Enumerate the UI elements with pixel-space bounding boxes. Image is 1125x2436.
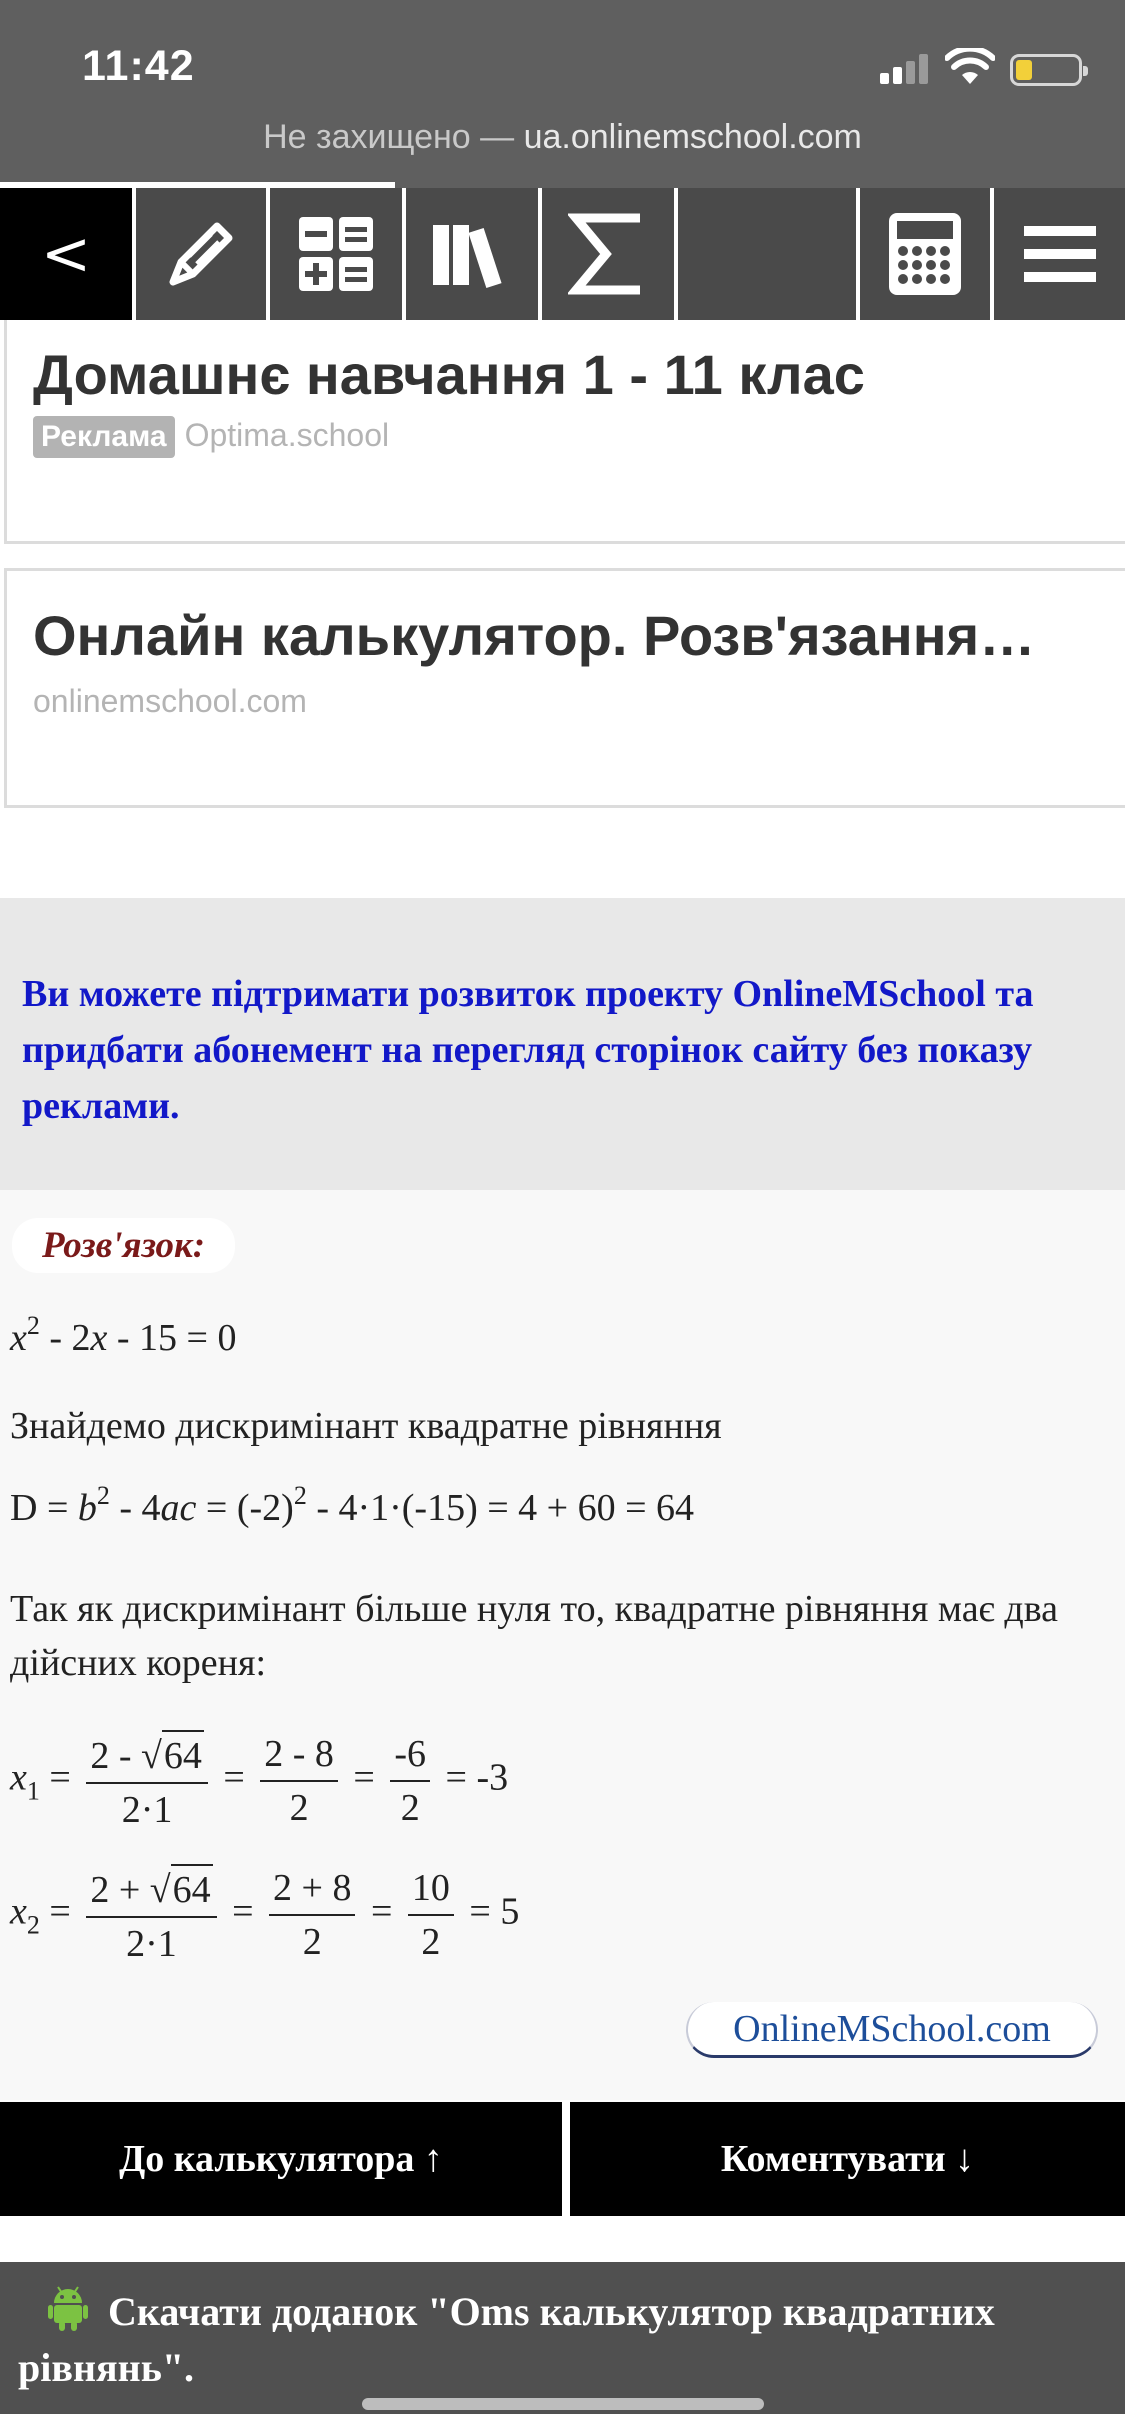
ad-card[interactable] [4,320,1125,544]
formulas-button[interactable] [270,188,402,320]
root-x1: $x_1$ = $\frac{2 - √64}{2\cdot 1}$ = $\frac{2 - 8}{2}$ = $\frac{-6}{2}$ = -3 [10,1730,508,1832]
discriminant-intro: Знайдемо дискримінант квадратне рівняння [10,1405,722,1447]
sigma-icon [568,212,648,296]
root-x2: $x_2$ = $\frac{2 + √64}{2\cdot 1}$ = $\frac{2 + 8}{2}$ = $\frac{10}{2}$ = 5 [10,1864,519,1966]
onlinemschool-link-button[interactable]: OnlineMSchool.com [686,2002,1098,2058]
url-domain: ua.onlinemschool.com [523,118,862,156]
support-text: Ви можете підтримати розвиток проекту OnlineMSchool та придбати абонемент на перегляд сторінок сайту без показу реклами. [22,973,1034,1127]
ad-source: onlinemschool.com [33,683,307,719]
not-secure-label: Не захищено — [263,118,515,156]
notes-button[interactable] [136,188,266,320]
download-text: Скачати доданок "Oms калькулятор квадратних рівнянь". [18,2289,995,2390]
home-indicator[interactable] [362,2398,764,2410]
ad-source: Optima.school [184,417,390,453]
ad-title: Домашнє навчання 1 - 11 клас [33,343,865,406]
comment-button[interactable]: Коментувати ↓ [570,2102,1125,2216]
menu-icon [1024,226,1096,282]
formulas-icon [295,213,377,295]
toolbar-spacer [678,188,856,320]
to-calculator-button[interactable]: До калькулятора ↑ [0,2102,562,2216]
library-button[interactable] [406,188,538,320]
cellular-signal-icon [880,54,932,84]
ad-title: Онлайн калькулятор. Розв'язання… [33,604,1036,667]
discriminant-line: $D = b^2 - 4ac = (-2)^2 - 4\cdot 1\cdot(-15) = 4 + 60 = 64$ [10,1481,695,1529]
equation-line: $x^2 - 2x - 15 = 0$ [10,1311,237,1359]
browser-topbar [0,0,1125,188]
support-banner[interactable] [0,898,1125,1190]
calculator-button[interactable] [860,188,990,320]
back-label: < [40,219,92,289]
status-time: 11:42 [82,42,195,90]
address-bar[interactable] [0,118,1125,157]
android-icon [48,2285,88,2331]
ad-badge: Реклама [33,416,175,458]
site-toolbar [0,188,1125,320]
wifi-icon [945,48,995,86]
sigma-button[interactable] [542,188,674,320]
library-icon [429,219,515,289]
battery-icon [1010,54,1082,86]
solution-section [0,1190,1125,2100]
pencil-icon [159,212,243,296]
menu-button[interactable] [994,188,1125,320]
ad-card[interactable] [4,568,1125,808]
conclusion-text: Так як дискримінант більше нуля то, квадратне рівняння має два дійсних кореня: [10,1588,1059,1684]
calculator-icon [887,211,963,297]
ad-source-line [33,416,389,458]
solution-label: Розв'язок: [12,1218,235,1273]
download-app-banner[interactable] [0,2262,1125,2414]
back-button[interactable] [0,188,132,320]
